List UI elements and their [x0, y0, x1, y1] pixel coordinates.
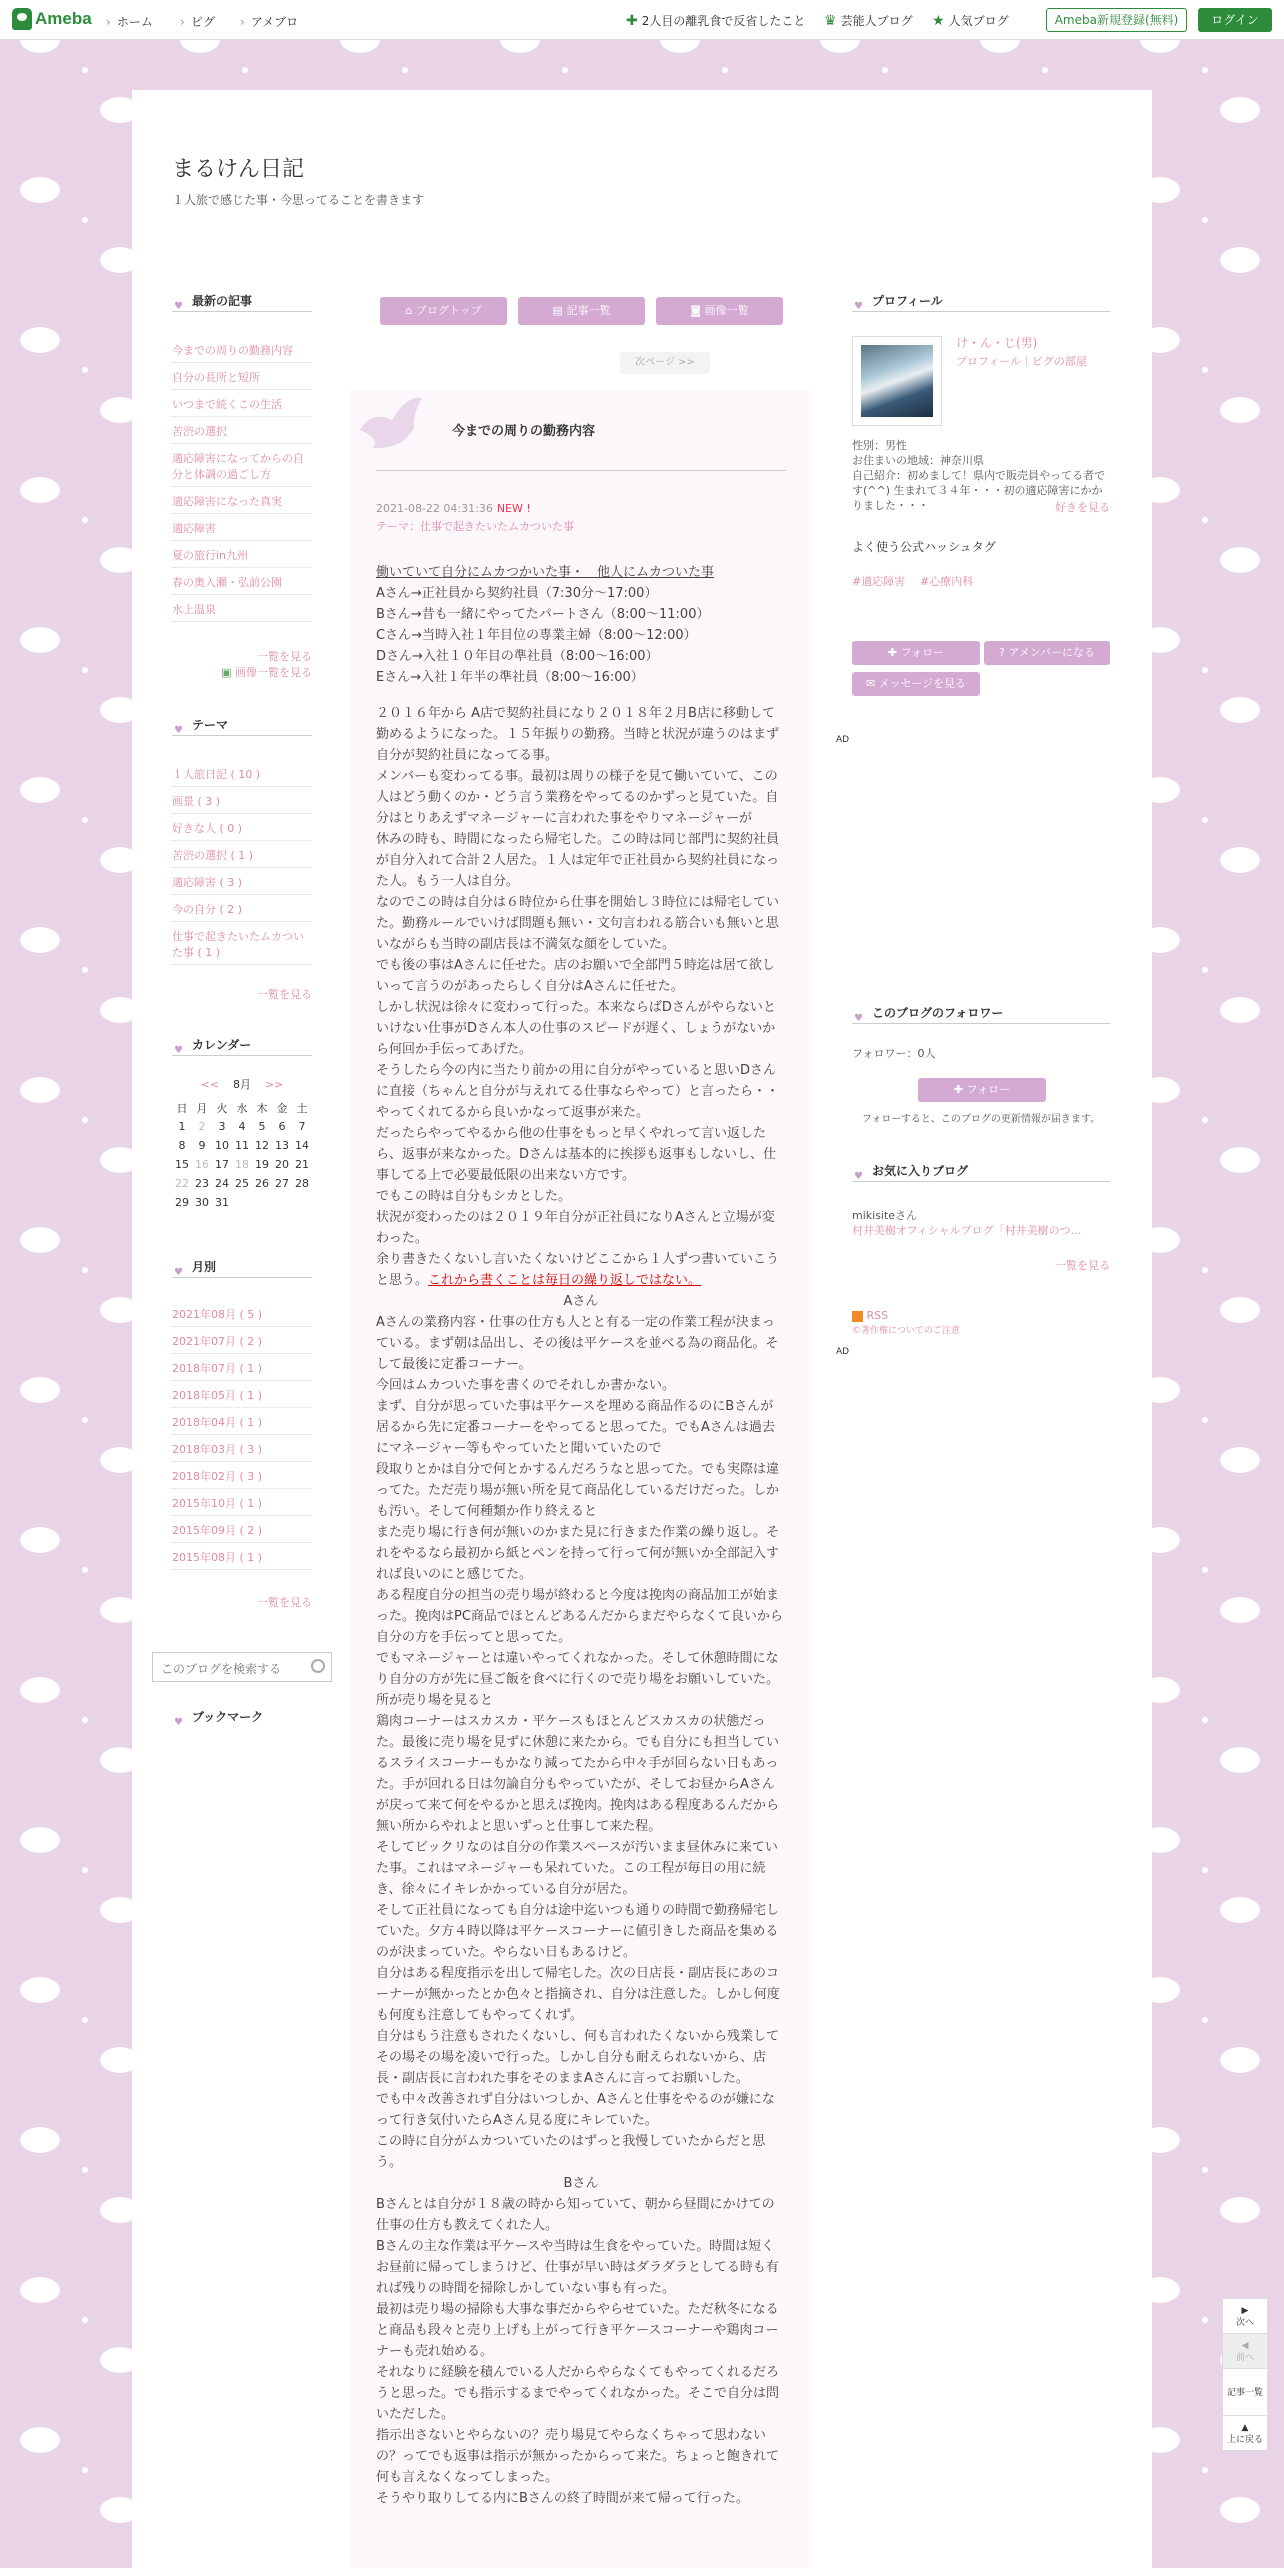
- recent-item[interactable]: いつまで続くこの生活: [172, 390, 312, 417]
- paragraph-text: でも中々改善されず自分はいつしか、Aさんと仕事をやるのが嫌になって行き気付いたらAさん見る度にキレていた。: [376, 2092, 775, 2128]
- ameba-logo[interactable]: Ameba: [12, 8, 92, 30]
- tab-article-list[interactable]: ▤ 記事一覧: [518, 297, 645, 325]
- calendar-day[interactable]: 24: [215, 1177, 229, 1190]
- home-icon: ⌂: [405, 304, 413, 317]
- new-badge: NEW !: [496, 502, 531, 515]
- crown-icon: ♛: [824, 12, 837, 29]
- message-button[interactable]: ✉ メッセージを見る: [852, 672, 980, 696]
- calendar-day[interactable]: 21: [295, 1158, 309, 1171]
- monthly-item[interactable]: 2018年07月 ( 1 ): [172, 1354, 312, 1381]
- monthly-item[interactable]: 2018年03月 ( 3 ): [172, 1435, 312, 1462]
- star-icon: ★: [932, 12, 945, 29]
- nav-pigg[interactable]: › ピグ: [180, 13, 215, 30]
- spacer: [376, 688, 786, 703]
- monthly-more-link[interactable]: 一覧を見る: [257, 1596, 312, 1609]
- favorite-user: mikisiteさん: [852, 1209, 918, 1222]
- article-paragraph: [376, 829, 786, 892]
- calendar-weekday: 金: [276, 1101, 288, 1115]
- paragraph-text: Aさん: [563, 1294, 599, 1309]
- paragraph-text: 余り書きたくないし言いたくないけどここから１人ずつ書いていこうと思う。: [376, 1252, 780, 1288]
- paragraph-text: 段取りとかは自分で何とかするんだろうなと思ってた。でも実際は違ってた。ただ売り場が無い所を見て商品化しているだけだった。しかも汚い。そして何種類か作り終えると: [376, 1462, 780, 1519]
- paragraph-text: そして正社員になっても自分は途中迄いつも通りの時間で勤務帰宅していた。夕方４時以降は平ケースコーナーに値引きした商品を集めるのが決まっていた。やらない日もあるけど。: [376, 1903, 780, 1960]
- article-title[interactable]: 今までの周りの勤務内容: [452, 424, 596, 439]
- article-paragraph: [376, 1312, 786, 1375]
- calendar-day[interactable]: 26: [255, 1177, 269, 1190]
- calendar: [172, 1076, 312, 1212]
- calendar-day[interactable]: 18: [235, 1158, 249, 1171]
- paragraph-text: Aさんの業務内容・仕事の仕方も人とと有る一定の作業工程が決まっている。まず朝は品出し、その後は平ケースを並べる為の商品化。そして最後に定番コーナー。: [376, 1315, 779, 1372]
- article-paragraph: [376, 892, 786, 955]
- prev-article-button[interactable]: ◀ 前へ: [1223, 2334, 1267, 2369]
- article-paragraph: [376, 2194, 786, 2236]
- followers-follow-button[interactable]: ✚ フォロー: [918, 1078, 1046, 1102]
- article-paragraph: [376, 1837, 786, 1900]
- theme-item[interactable]: １人旅日記 ( 10 ): [172, 760, 312, 787]
- bookmark-heading: ♥ ブックマーク: [172, 1708, 312, 1728]
- calendar-day[interactable]: 25: [235, 1177, 249, 1190]
- calendar-day[interactable]: 3: [218, 1120, 226, 1133]
- monthly-item[interactable]: 2015年08月 ( 1 ): [172, 1543, 312, 1570]
- article-paragraph: [376, 1711, 786, 1837]
- paragraph-text: 休みの時も、時間になったら帰宅した。この時は同じ部門に契約社員が自分入れて合計２人居た。１人は定年で正社員から契約社員になった人。もう一人は自分。: [376, 832, 780, 889]
- calendar-day[interactable]: 12: [255, 1139, 269, 1152]
- recent-item[interactable]: 苦渋の選択: [172, 417, 312, 444]
- paragraph-text: ２０１６年から A店で契約社員になり２０１８年２月B店に移動して勤めるようになった。１５年振りの勤務。当時と状況が違うのはまず自分が契約社員になってる事。: [376, 706, 780, 763]
- follow-note: フォローすると、このブログの更新情報が届きます。: [861, 1114, 1101, 1125]
- article-paragraph: [376, 766, 786, 829]
- paragraph-text: Bさんとは自分が１８歳の時から知っていて、朝から昼間にかけての仕事の仕方も教えてくれた人。: [376, 2197, 775, 2233]
- paragraph-text: 働いていて自分にムカつかいた事・ 他人にムカついた事: [376, 565, 715, 580]
- calendar-day[interactable]: 16: [195, 1158, 209, 1171]
- calendar-day[interactable]: 31: [215, 1196, 229, 1209]
- recent-item[interactable]: 今までの周りの勤務内容: [172, 336, 312, 363]
- article-paragraph: [376, 646, 786, 667]
- signup-button[interactable]: Ameba新規登録(無料): [1046, 8, 1187, 32]
- calendar-day[interactable]: 2: [198, 1120, 206, 1133]
- profile-intro: 自己紹介：初めまして！県内で販売員やってる者です(^^) 生まれて３４年・・・初の適応障害にかかりました・・・: [852, 469, 1105, 512]
- article-paragraph: [376, 1900, 786, 1963]
- calendar-day[interactable]: 17: [215, 1158, 229, 1171]
- article-paragraph: [376, 1060, 786, 1123]
- calendar-day[interactable]: 30: [195, 1196, 209, 1209]
- paragraph-text: でもマネージャーとは違いやってくれなかった。そして休憩時間になり自分の方が先に昼ご飯を食べに行くので売り場をお願いしていた。所が売り場を見ると: [376, 1651, 780, 1708]
- profile-name[interactable]: け・ん・じ(男): [956, 336, 1038, 350]
- article-paragraph: [376, 562, 786, 583]
- article-paragraph: [376, 2362, 786, 2425]
- ad-label-2: AD: [836, 1347, 850, 1357]
- calendar-day[interactable]: 8: [178, 1139, 186, 1152]
- calendar-day[interactable]: 22: [175, 1177, 189, 1190]
- blog-description: １人旅で感じた事・今思ってることを書きます: [172, 193, 425, 207]
- paragraph-text: Cさん→当時入社１年目位の専業主婦（8:00～12:00）: [376, 628, 697, 643]
- image-list-link[interactable]: ▣ 画像一覧を見る: [221, 666, 312, 679]
- followers-heading: ♥ このブログのフォロワー: [852, 1004, 1110, 1024]
- paragraph-text: それなりに経験を積んでいる人だからやらなくてもやってくれるだろうと思った。でも指示するまでやってくれなかった。そこで自分は問いただした。: [376, 2365, 780, 2422]
- paragraph-text: でも後の事はAさんに任せた。店のお願いで全部門５時迄は居て欲しいって言うのがあったらしく自分はAさんに任せた。: [376, 958, 775, 994]
- article-paragraph: [376, 1249, 786, 1291]
- calendar-day[interactable]: 29: [175, 1196, 189, 1209]
- plus-icon: ✚: [953, 1083, 964, 1096]
- calendar-weekday: 月: [196, 1101, 208, 1115]
- calendar-day[interactable]: [292, 1193, 312, 1212]
- article-paragraph: [376, 1207, 786, 1249]
- paragraph-text: 自分はもう注意もされたくないし、何も言われたくないから残業してその場その場を凌いで行った。しかし自分も耐えられないから、店長・副店長に言われた事をそのままAさんに言ってお願いした。: [376, 2029, 780, 2086]
- calendar-day[interactable]: 5: [258, 1120, 266, 1133]
- calendar-day[interactable]: 7: [298, 1120, 306, 1133]
- article-paragraph: [376, 955, 786, 997]
- paragraph-text: そしてビックリなのは自分の作業スペースが汚いまま昼休みに来ていた事。これはマネージャーも呆れていた。この工程が毎日の用に続き、徐々にイキレかかっている自分が居た。: [376, 1840, 778, 1897]
- next-article-button[interactable]: ▶ 次へ: [1223, 2299, 1267, 2334]
- favorite-blog-link[interactable]: 村井美樹オフィシャルブログ「村井美樹のつ...: [852, 1224, 1082, 1237]
- calendar-month: 8月: [233, 1078, 251, 1091]
- rss-link[interactable]: RSS: [852, 1308, 888, 1323]
- calendar-day[interactable]: 4: [238, 1120, 246, 1133]
- login-button[interactable]: ログイン: [1198, 8, 1272, 32]
- recent-item[interactable]: 水上温泉: [172, 595, 312, 622]
- monthly-item[interactable]: 2018年05月 ( 1 ): [172, 1381, 312, 1408]
- recent-item[interactable]: 自分の長所と短所: [172, 363, 312, 390]
- hashtag-1[interactable]: #適応障害: [852, 575, 906, 588]
- paragraph-text: しかし状況は徐々に変わって行った。本来ならばDさんがやらないといけない仕事がDさん本人の仕事のスピードが遅く、しょうがないから何回か手伝ってあげた。: [376, 1000, 776, 1057]
- nav-home[interactable]: › ホーム: [106, 13, 153, 30]
- article-paragraph: [376, 1522, 786, 1585]
- profile-more-link[interactable]: 好きを見る: [1055, 501, 1110, 514]
- profile-gender: 性別：男性: [852, 439, 907, 452]
- calendar-day[interactable]: 13: [275, 1139, 289, 1152]
- question-icon: ?: [999, 646, 1005, 659]
- theme-item[interactable]: 苦渋の選択 ( 1 ): [172, 841, 312, 868]
- themes-list: [172, 760, 312, 965]
- article-paragraph: [376, 667, 786, 688]
- calendar-weekday: 日: [176, 1101, 188, 1115]
- paragraph-text: なのでこの時は自分は６時位から仕事を開始し３時位には帰宅していた。勤務ルールでいけば問題も無い・文句言われる筋合いも無いと思いながらも当時の副店長は不満気な顔をしていた。: [376, 895, 780, 952]
- paragraph-text: Bさん→昔も一緒にやってたパートさん（8:00～11:00）: [376, 607, 710, 622]
- favorites-heading: ♥ お気に入りブログ: [852, 1162, 1110, 1182]
- calendar-day[interactable]: 27: [275, 1177, 289, 1190]
- calendar-day[interactable]: 19: [255, 1158, 269, 1171]
- article-paragraph: [376, 1396, 786, 1459]
- monthly-item[interactable]: 2021年07月 ( 2 ): [172, 1327, 312, 1354]
- dove-decoration-icon: [352, 390, 432, 460]
- article-paragraph: [376, 2488, 786, 2509]
- article-paragraph: [376, 703, 786, 766]
- article-body: [376, 562, 786, 2509]
- profile-avatar[interactable]: [852, 336, 942, 426]
- article-paragraph: [376, 1585, 786, 1648]
- calendar-day[interactable]: 10: [215, 1139, 229, 1152]
- amember-button[interactable]: ? アメンバーになる: [984, 641, 1110, 665]
- calendar-table: [172, 1098, 312, 1212]
- paragraph-text: Eさん→入社１年半の準社員（8:00～16:00）: [376, 670, 644, 685]
- paragraph-text: 自分はある程度指示を出して帰宅した。次の日店長・副店長にあのコーナーが無かったとか色々と指摘され、自分は注意した。しかし何度も何度も注意してもやってくれず。: [376, 1966, 780, 2023]
- triangle-up-icon: ▲: [1241, 2423, 1249, 2433]
- paragraph-text: だったらやってやるから他の仕事をもっと早くやれって言い返したら、返事が来なかった。Dさんは基本的に挨拶も返事もしないし、仕事してる上で必要最低限の出来ない方です。: [376, 1126, 777, 1183]
- calendar-weekday: 土: [296, 1101, 308, 1115]
- article-date: 2021-08-22 04:31:36 NEW !: [376, 502, 531, 515]
- article-paragraph: [376, 1123, 786, 1186]
- highlight-text: これから書くことは毎日の繰り返しではない。: [428, 1273, 702, 1288]
- article-paragraph: [376, 1186, 786, 1207]
- calendar-nav: [172, 1076, 312, 1092]
- calendar-day[interactable]: 15: [175, 1158, 189, 1171]
- article-list-button[interactable]: 記事一覧: [1223, 2369, 1267, 2416]
- article-paragraph: [376, 1963, 786, 2026]
- back-to-top-button[interactable]: ▲ 上に戻る: [1226, 2423, 1263, 2445]
- hashtag-heading: よく使う公式ハッシュタグ: [852, 540, 996, 554]
- global-header: [0, 0, 1284, 40]
- article-paragraph: [376, 1648, 786, 1711]
- article-paragraph: [376, 2089, 786, 2131]
- recent-item[interactable]: 適応障害: [172, 514, 312, 541]
- paragraph-text: そうしたら今の内に当たり前かの用に自分がやっていると思いDさんに直接（ちゃんと自分が与えれてる仕事ならやって）と言ったら・・やってくれてるから良いかなって返事が来た。: [376, 1063, 780, 1120]
- paragraph-text: そうやり取りしてる内にBさんの終了時間が来て帰って行った。: [376, 2491, 749, 2506]
- follower-count: フォロワー：0人: [852, 1047, 936, 1060]
- recent-heading: ♥ 最新の記事: [172, 292, 312, 312]
- calendar-day[interactable]: 1: [178, 1120, 186, 1133]
- calendar-weekday: 水: [236, 1101, 248, 1115]
- calendar-next[interactable]: >>: [265, 1078, 284, 1091]
- paragraph-text: 最初は売り場の掃除も大事な事だからやらせていた。ただ秋冬になると商品も段々と売り上げも上がって行き平ケースコーナーや鶏肉コーナーも売れ始める。: [376, 2302, 779, 2359]
- mail-icon: ✉: [865, 677, 876, 690]
- blog-title[interactable]: まるけん日記: [172, 157, 305, 182]
- article-paragraph: [376, 1291, 786, 1312]
- recent-item[interactable]: 春の奥入瀬・弘前公園: [172, 568, 312, 595]
- monthly-heading: ♥ 月別: [172, 1258, 312, 1278]
- paragraph-text: Bさん: [563, 2176, 599, 2191]
- paragraph-text: この時に自分がムカついていたのはずっと我慢していたからだと思う。: [376, 2134, 766, 2170]
- floating-nav: [1222, 2298, 1268, 2451]
- celebrity-blog-link[interactable]: ♛ 芸能人ブログ: [824, 12, 913, 29]
- favorites-more-link[interactable]: 一覧を見る: [1055, 1259, 1110, 1272]
- paragraph-text: でもこの時は自分もシカとした。: [376, 1189, 572, 1204]
- monthly-list: [172, 1300, 312, 1570]
- themes-more-link[interactable]: 一覧を見る: [257, 988, 312, 1001]
- article-paragraph: [376, 997, 786, 1060]
- triangle-right-icon: ▶: [1241, 2306, 1249, 2316]
- calendar-day[interactable]: 11: [235, 1139, 249, 1152]
- monthly-item[interactable]: 2021年08月 ( 5 ): [172, 1300, 312, 1327]
- paragraph-text: また売り場に行き何が無いのかまた見に行きまた作業の繰り返し。それをやるなら最初から紙とペンを持って行って何が無いか全部記入すれば良いのにと感じてた。: [376, 1525, 780, 1582]
- article-paragraph: [376, 2425, 786, 2488]
- calendar-day[interactable]: [232, 1193, 252, 1212]
- calendar-heading: ♥ カレンダー: [172, 1036, 312, 1056]
- recent-list: [172, 336, 312, 622]
- monthly-item[interactable]: 2018年04月 ( 1 ): [172, 1408, 312, 1435]
- article-theme-link[interactable]: テーマ：仕事で起きたいたムカついた事: [376, 520, 574, 533]
- article-paragraph: [376, 1375, 786, 1396]
- article-paragraph: [376, 583, 786, 604]
- next-page-button[interactable]: 次ページ >>: [620, 352, 710, 374]
- ameba-logo-icon: [12, 8, 32, 30]
- article-paragraph: [376, 2236, 786, 2299]
- profile-links[interactable]: プロフィール｜ピグの部屋: [956, 355, 1087, 368]
- calendar-day[interactable]: 20: [275, 1158, 289, 1171]
- calendar-day[interactable]: 28: [295, 1177, 309, 1190]
- article-paragraph: [376, 1459, 786, 1522]
- paragraph-text: Dさん→入社１０年目の準社員（8:00～16:00）: [376, 649, 659, 664]
- recent-more-link[interactable]: 一覧を見る: [257, 650, 312, 663]
- plus-icon: ✚: [626, 12, 638, 29]
- calendar-day[interactable]: [272, 1193, 292, 1212]
- calendar-day[interactable]: 14: [295, 1139, 309, 1152]
- recent-item[interactable]: 適応障害になった真実: [172, 487, 312, 514]
- profile-heading: ♥ プロフィール: [852, 292, 1110, 312]
- theme-item[interactable]: 適応障害 ( 3 ): [172, 868, 312, 895]
- paragraph-text: まず、自分が思っていた事は平ケースを埋める商品作るのにBさんが居るから先に定番コーナーをやってると思ってた。でもAさんは過去にマネージャー等もやっていたと聞いていたので: [376, 1399, 775, 1456]
- paragraph-text: 鶏肉コーナーはスカスカ・平ケースもほとんどスカスカの状態だった。最後に売り場を見ずに休憩に来たから。でも自分にも担当しているスライスコーナーもかなり減ってたから中々手が回らない日もあった。手が回れる日は勿論自分もやっていたが、そしてお昼からAさんが戻って来て何をやるかと思えば挽肉。挽肉はある程度あるんだから無い所からやれよと思いずっと仕事して来た程。: [376, 1714, 780, 1834]
- monthly-item[interactable]: 2018年02月 ( 3 ): [172, 1462, 312, 1489]
- theme-item[interactable]: 画景 ( 3 ): [172, 787, 312, 814]
- paragraph-text: Aさん→正社員から契約社員（7:30分～17:00）: [376, 586, 658, 601]
- profile-follow-button[interactable]: ✚ フォロー: [852, 641, 980, 665]
- paragraph-text: メンバーも変わってる事。最初は周りの様子を見て働いていて、この人はどう動くのか・どう言う業務をやってるのかずっと見ていた。自分はとりあえずマネージャーに言われた事をやりマネージャーが: [376, 769, 779, 826]
- paragraph-text: 指示出さないとやらないの？売り場見てやらなくちゃって思わないの？ってでも返事は指示が無かったからって来た。ちょっと飽きれて何も言えなくなってしまった。: [376, 2428, 780, 2485]
- theme-item[interactable]: 仕事で起きたいたムカついた事 ( 1 ): [172, 922, 312, 965]
- recent-item[interactable]: 適応障害になってからの自分と体調の過ごし方: [172, 444, 312, 487]
- tab-image-list[interactable]: ◙ 画像一覧: [656, 297, 783, 325]
- monthly-item[interactable]: 2015年09月 ( 2 ): [172, 1516, 312, 1543]
- paragraph-text: 今回はムカついた事を書くのでそれしか書かない。: [376, 1378, 676, 1393]
- rss-icon: [852, 1311, 863, 1322]
- paragraph-text: 状況が変わったのは２０１９年自分が正社員になりAさんと立場が変わった。: [376, 1210, 775, 1246]
- search-icon[interactable]: [311, 1659, 325, 1673]
- nav-ameblo[interactable]: › アメブロ: [240, 13, 298, 30]
- article-paragraph: [376, 2026, 786, 2089]
- ad-label: AD: [836, 735, 850, 745]
- recent-item[interactable]: 夏の旅行in九州: [172, 541, 312, 568]
- popular-blog-link[interactable]: ★ 人気ブログ: [932, 12, 1009, 29]
- plus-icon: ✚: [887, 646, 898, 659]
- calendar-day[interactable]: 6: [278, 1120, 286, 1133]
- camera-icon: ◙: [690, 304, 702, 317]
- article-paragraph: [376, 2173, 786, 2194]
- calendar-day[interactable]: 9: [198, 1139, 206, 1152]
- calendar-weekday: 木: [256, 1101, 268, 1115]
- paragraph-text: Bさんの主な作業は平ケースや当時は生食をやっていた。時間は短くお昼前に帰ってしまうけど、仕事が早い時はダラダラとしてる時も有れば残りの時間を掃除しかしていない事も有った。: [376, 2239, 779, 2296]
- themes-heading: ♥ テーマ: [172, 716, 312, 736]
- copyright-link[interactable]: ©著作権についてのご注意: [852, 1326, 960, 1336]
- paragraph-text: ある程度自分の担当の売り場が終わると今度は挽肉の商品加工が始まった。挽肉はPC商品でほとんどあるんだからまだやらなくて良いから自分の方を手伝ってと思ってた。: [376, 1588, 783, 1645]
- calendar-prev[interactable]: <<: [200, 1078, 219, 1091]
- triangle-left-icon: ◀: [1241, 2341, 1249, 2351]
- article-paragraph: [376, 2299, 786, 2362]
- monthly-item[interactable]: 2015年10月 ( 1 ): [172, 1489, 312, 1516]
- article-paragraph: [376, 2131, 786, 2173]
- article-divider: [376, 470, 786, 471]
- calendar-day[interactable]: 23: [195, 1177, 209, 1190]
- calendar-day[interactable]: [252, 1193, 272, 1212]
- trend-link[interactable]: ✚ 2人目の離乳食で反省したこと: [626, 12, 806, 29]
- list-icon: ▤: [552, 304, 563, 317]
- article-paragraph: [376, 625, 786, 646]
- article-paragraph: [376, 604, 786, 625]
- hashtag-2[interactable]: #心療内科: [920, 575, 974, 588]
- blog-search-input[interactable]: このブログを検索する: [152, 1652, 332, 1682]
- profile-area: お住まいの地域：神奈川県: [852, 454, 984, 467]
- calendar-weekday: 火: [216, 1101, 228, 1115]
- image-icon: ▣: [221, 666, 232, 679]
- theme-item[interactable]: 好きな人 ( 0 ): [172, 814, 312, 841]
- tab-blog-top[interactable]: ⌂ ブログトップ: [380, 297, 507, 325]
- theme-item[interactable]: 今の自分 ( 2 ): [172, 895, 312, 922]
